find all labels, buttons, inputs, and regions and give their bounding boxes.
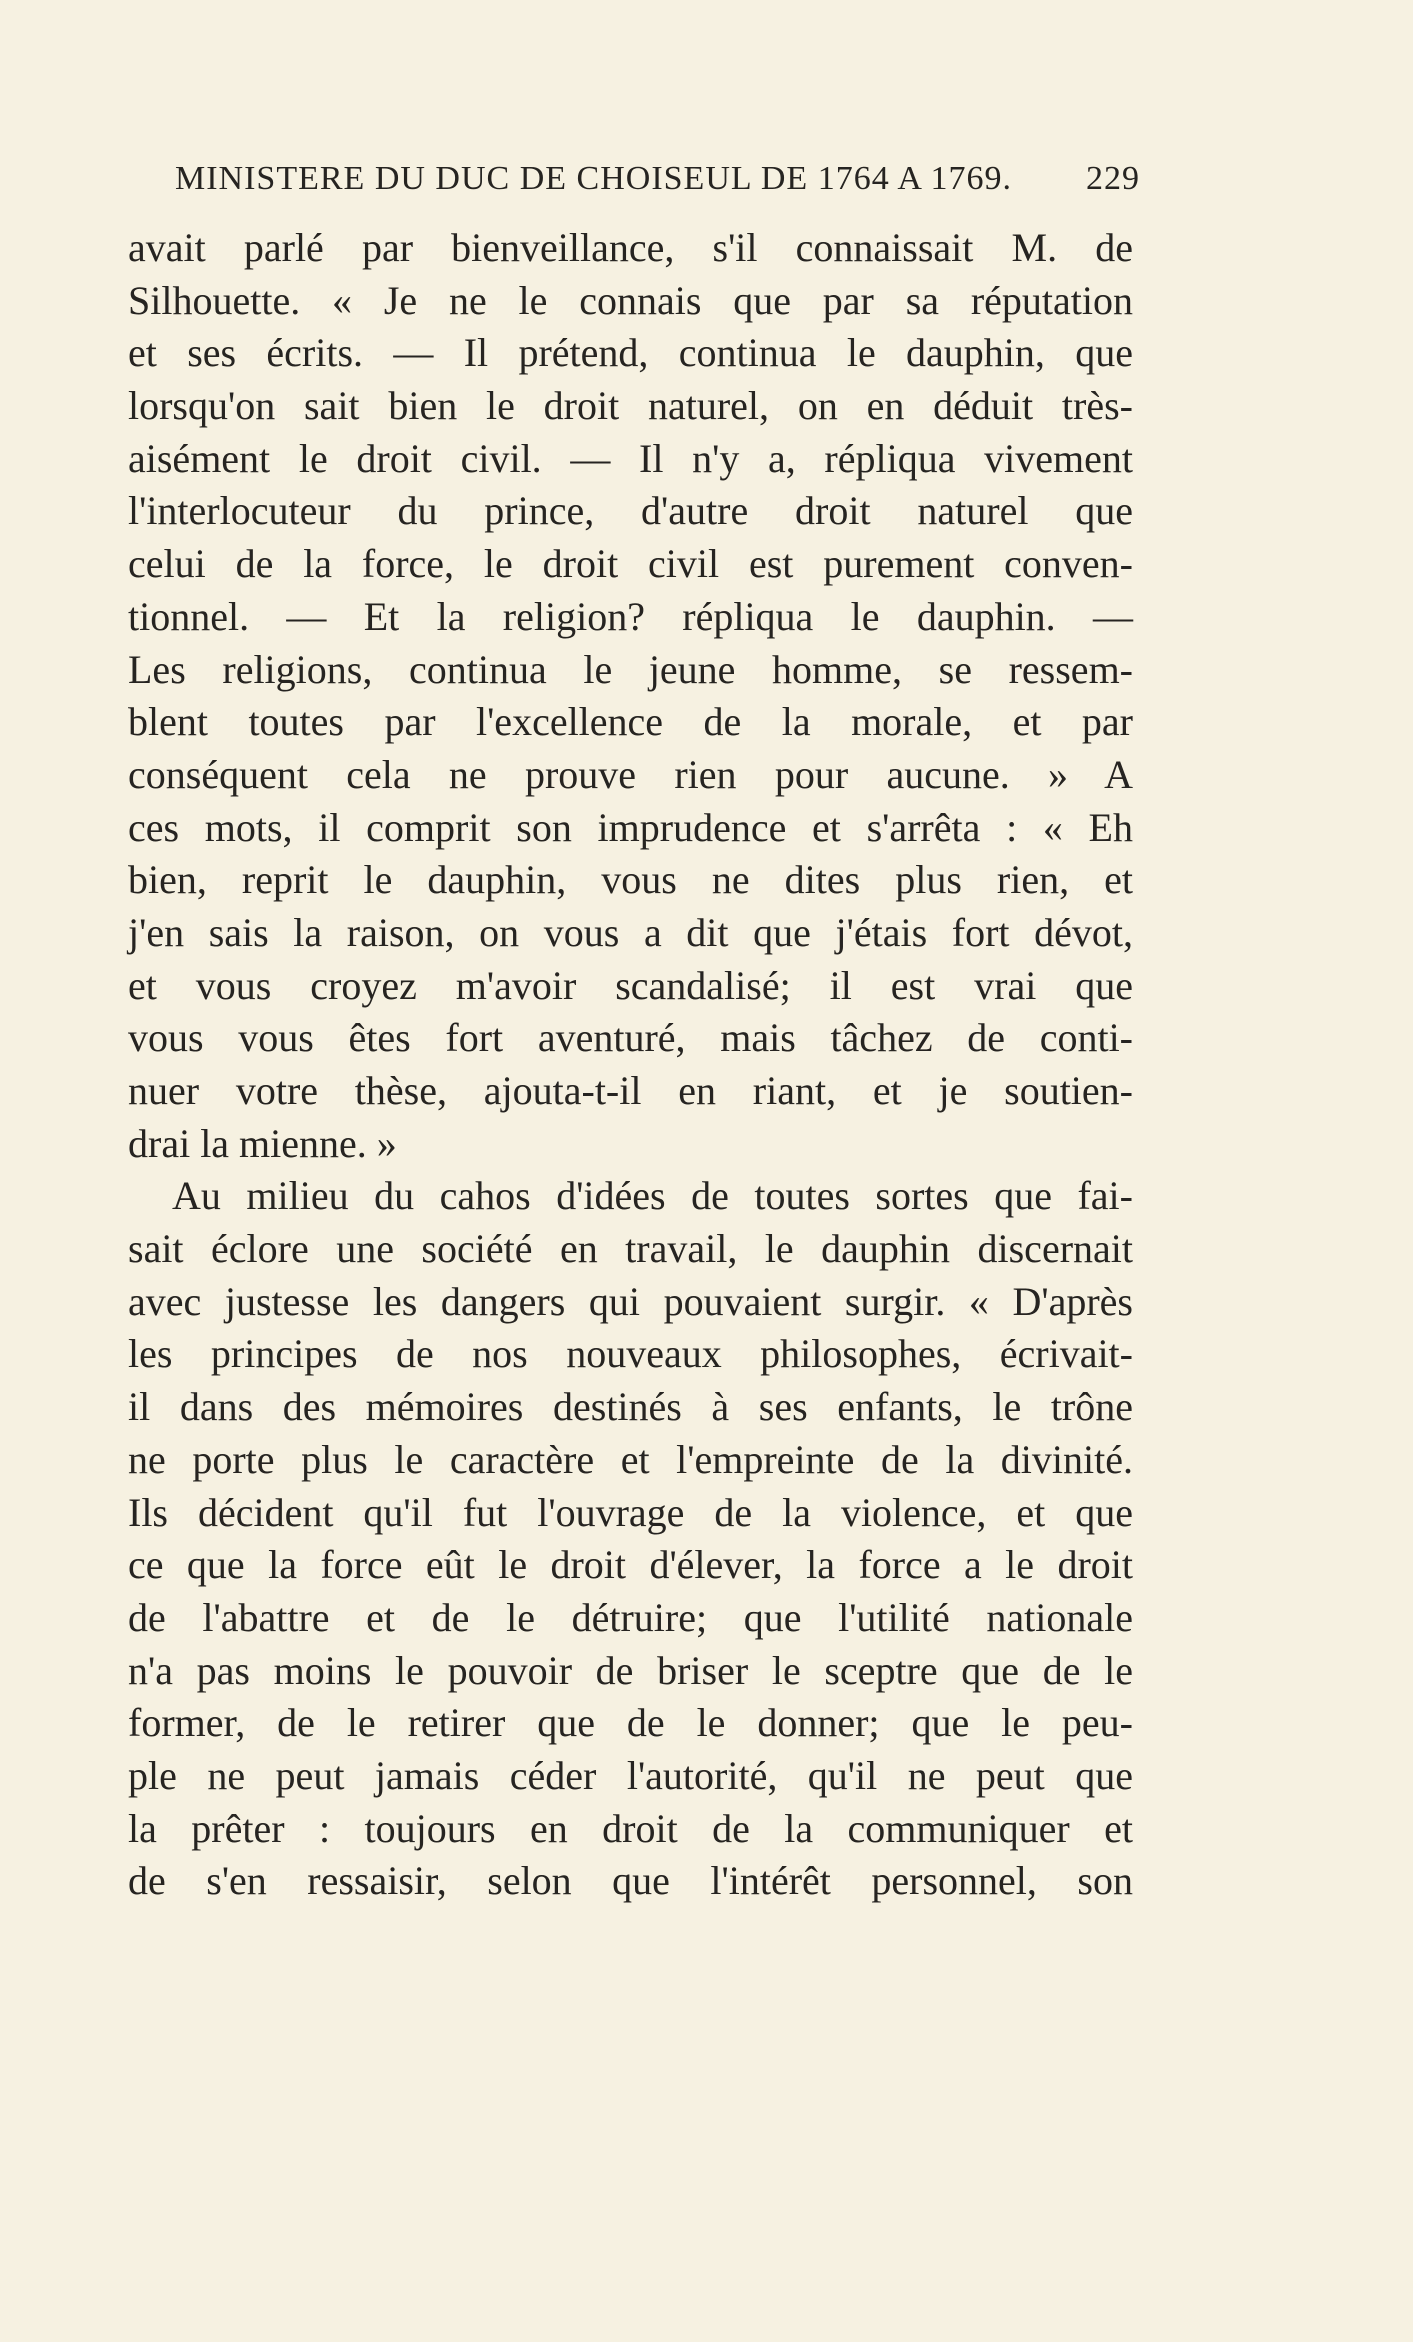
text-line: sait éclore une société en travail, le dauphin discernait: [128, 1226, 1133, 1272]
text-line: lorsqu'on sait bien le droit naturel, on en déduit très-: [128, 383, 1133, 429]
text-line: ce que la force eût le droit d'élever, la force a le droit: [128, 1542, 1133, 1588]
text-line: les principes de nos nouveaux philosophes, écrivait-: [128, 1331, 1133, 1377]
text-line: vous vous êtes fort aventuré, mais tâchez de conti-: [128, 1015, 1133, 1061]
text-line: conséquent cela ne prouve rien pour aucune. » A: [128, 751, 1133, 797]
text-line: ces mots, il comprit son imprudence et s'arrêta : « Eh: [128, 804, 1133, 850]
text-line: nuer votre thèse, ajouta-t-il en riant, et je soutien-: [128, 1068, 1133, 1113]
text-line: n'a pas moins le pouvoir de briser le sceptre que de le: [128, 1647, 1133, 1693]
text-line: il dans des mémoires destinés à ses enfants, le trône: [128, 1384, 1133, 1430]
text-line: de s'en ressaisir, selon que l'intérêt personnel, son: [128, 1858, 1133, 1904]
text-line: Silhouette. « Je ne le connais que par sa réputation: [128, 277, 1133, 323]
text-line: de l'abattre et de le détruire; que l'utilité nationale: [128, 1594, 1133, 1640]
text-line: drai la mienne. »: [128, 1120, 397, 1166]
text-line: ple ne peut jamais céder l'autorité, qu'il ne peut que: [128, 1752, 1133, 1798]
text-line: aisément le droit civil. — Il n'y a, répliqua vivement: [128, 435, 1133, 481]
text-line: la prêter : toujours en droit de la communiquer et: [128, 1805, 1133, 1851]
text-line: blent toutes par l'excellence de la morale, et par: [128, 699, 1133, 745]
text-line: l'interlocuteur du prince, d'autre droit naturel que: [128, 488, 1133, 534]
body-text: [128, 222, 1133, 1908]
paragraph-1: [128, 222, 1133, 1170]
text-line: bien, reprit le dauphin, vous ne dites plus rien, et: [128, 857, 1133, 903]
paragraph-2: [128, 1170, 1133, 1908]
text-line: ne porte plus le caractère et l'empreinte de la divinité.: [128, 1436, 1133, 1482]
text-line: avait parlé par bienveillance, s'il connaissait M. de: [128, 225, 1133, 270]
text-line: et vous croyez m'avoir scandalisé; il est vrai que: [128, 962, 1133, 1008]
text-line: Au milieu du cahos d'idées de toutes sortes que fai-: [172, 1173, 1133, 1219]
text-line: j'en sais la raison, on vous a dit que j'étais fort dévot,: [128, 909, 1133, 955]
text-line: former, de le retirer que de le donner; que le peu-: [128, 1700, 1133, 1746]
text-line: et ses écrits. — Il prétend, continua le dauphin, que: [128, 330, 1133, 376]
text-line: celui de la force, le droit civil est purement conven-: [128, 541, 1133, 587]
text-line: Ils décident qu'il fut l'ouvrage de la violence, et que: [128, 1489, 1133, 1535]
text-line: tionnel. — Et la religion? répliqua le dauphin. —: [128, 593, 1133, 639]
page-number: 229: [1086, 160, 1140, 197]
running-title: MINISTERE DU DUC DE CHOISEUL DE 1764 A 1769.: [175, 160, 1013, 197]
text-line: avec justesse les dangers qui pouvaient surgir. « D'après: [128, 1278, 1133, 1324]
running-header: [175, 160, 1140, 210]
text-line: Les religions, continua le jeune homme, se ressem-: [128, 646, 1133, 692]
